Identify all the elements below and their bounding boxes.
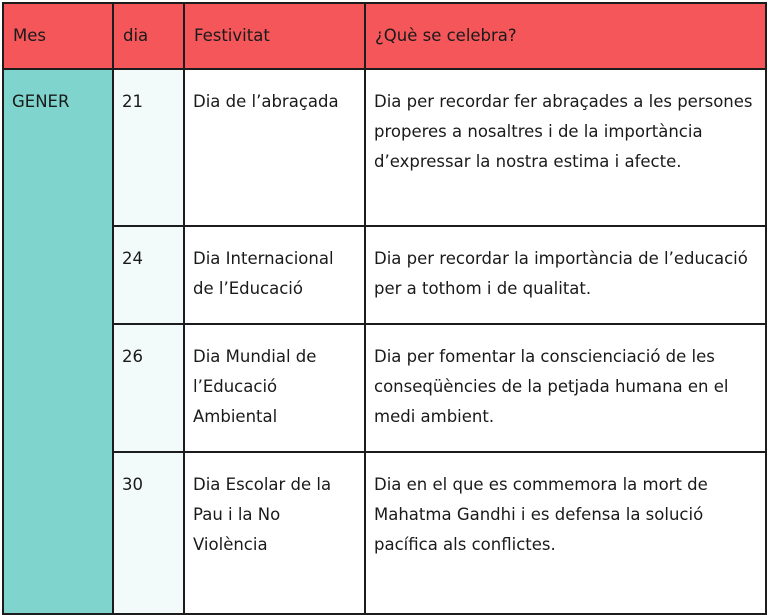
month-cell: GENER — [3, 69, 113, 614]
header-festivity: Festivitat — [184, 3, 365, 69]
table-row — [3, 226, 766, 324]
festivities-table-container — [2, 2, 765, 592]
festivities-table — [2, 2, 767, 615]
table-row — [3, 69, 766, 226]
header-row — [3, 3, 766, 69]
festivity-cell: Dia Internacional de l’Educació — [184, 226, 365, 324]
festivity-cell: Dia Escolar de la Pau i la No Violència — [184, 452, 365, 614]
header-day: dia — [113, 3, 184, 69]
table-row — [3, 452, 766, 614]
day-cell: 30 — [113, 452, 184, 614]
festivity-cell: Dia de l’abraçada — [184, 69, 365, 226]
table-row — [3, 324, 766, 452]
festivity-cell: Dia Mundial de l’Educació Ambiental — [184, 324, 365, 452]
day-cell: 21 — [113, 69, 184, 226]
day-cell: 24 — [113, 226, 184, 324]
description-cell: Dia per recordar fer abraçades a les persones properes a nosaltres i de la importància d’expressar la nostra estima i afecte. — [365, 69, 766, 226]
header-month: Mes — [3, 3, 113, 69]
table-body — [3, 69, 766, 614]
description-cell: Dia per fomentar la conscienciació de les conseqüències de la petjada humana en el medi ambient. — [365, 324, 766, 452]
table-header — [3, 3, 766, 69]
description-cell: Dia en el que es commemora la mort de Mahatma Gandhi i es defensa la solució pacífica als conflictes. — [365, 452, 766, 614]
header-description: ¿Què se celebra? — [365, 3, 766, 69]
day-cell: 26 — [113, 324, 184, 452]
description-cell: Dia per recordar la importància de l’educació per a tothom i de qualitat. — [365, 226, 766, 324]
